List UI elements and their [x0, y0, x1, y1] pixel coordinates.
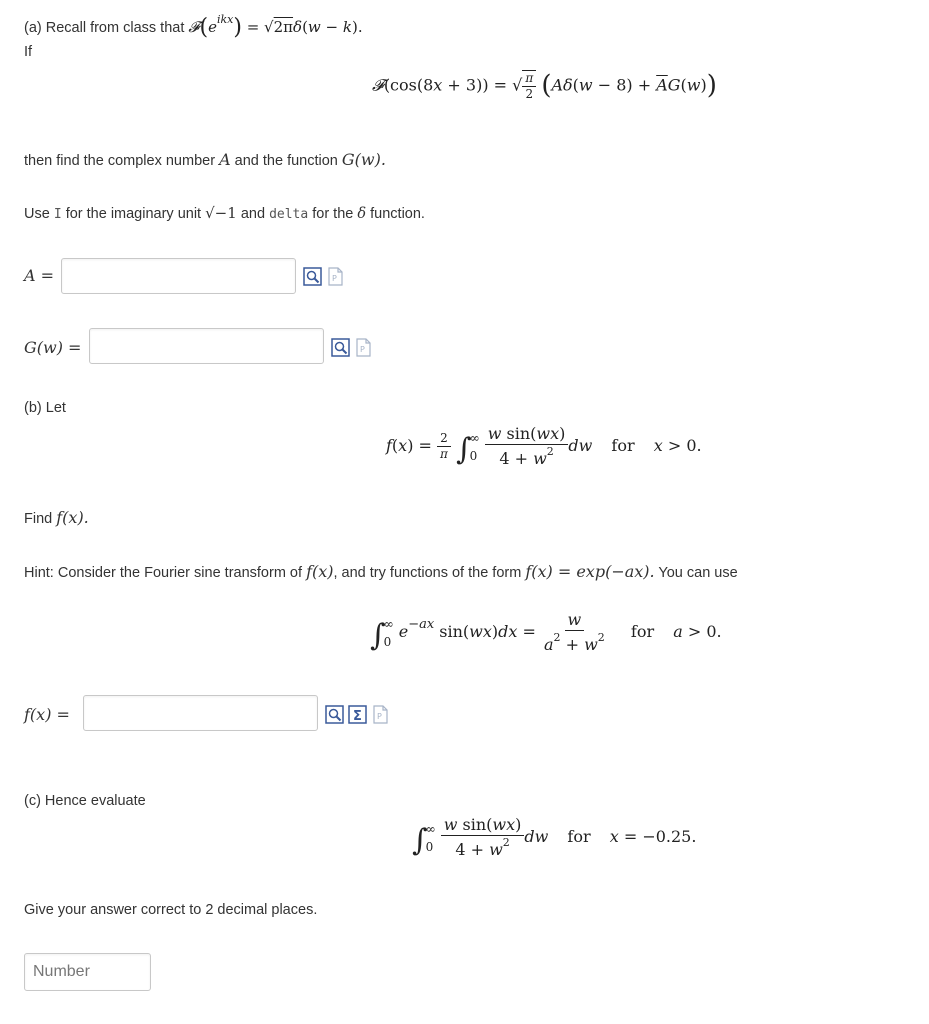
use-I: I: [53, 207, 62, 222]
A-input[interactable]: [61, 258, 296, 294]
f-input[interactable]: [83, 695, 318, 731]
A-icons: [303, 267, 345, 286]
use-line: [24, 204, 425, 222]
svg-text:P: P: [360, 345, 365, 354]
hint-line: [24, 562, 738, 581]
f-label: f(x) =: [24, 705, 70, 724]
hint-mid: , and try functions of the form: [333, 565, 522, 581]
then-G: G(w).: [341, 150, 386, 169]
hint-suffix: You can use: [658, 565, 738, 581]
find-label: Find: [24, 511, 53, 527]
evaluate-formula: ∫ ∞ 0 $\frac{\text{w sin(wx)}}{4 + w^2}$ dw for x = −0.25.: [412, 815, 697, 859]
then-A: A: [219, 150, 231, 169]
file-icon[interactable]: [326, 267, 345, 286]
number-input[interactable]: [24, 953, 151, 991]
recall-formula: $𝓕(e^{ikx}) = √2\pi\delta(w - k)$.: [188, 13, 363, 40]
hint-integral: ∫ ∞ 0 $e^{-ax}$ sin(wx)dx = $\frac{w}{a^2 + w^2}$ for a > 0.: [370, 610, 722, 654]
then-mid: and the function: [234, 153, 338, 169]
use-sqrt: √−1: [205, 204, 237, 222]
then-text: then find the complex number: [24, 153, 216, 169]
use-delta: delta: [269, 207, 309, 222]
use-and: and: [240, 206, 266, 222]
svg-text:P: P: [332, 274, 337, 283]
part-a-recall-line: [24, 8, 363, 40]
G-label: G(w) =: [24, 338, 82, 357]
then-line: [24, 150, 386, 169]
f-icons: [325, 705, 390, 724]
hint-form: f(x) = exp(−ax).: [525, 562, 655, 581]
if-label: If: [24, 44, 33, 60]
part-c-label: (c) Hence evaluate: [24, 793, 146, 809]
hint-fx: f(x): [306, 562, 334, 581]
part-b-label: (b) Let: [24, 400, 66, 416]
preview-icon[interactable]: [331, 338, 350, 357]
find-expr: f(x).: [56, 508, 89, 527]
preview-icon[interactable]: [303, 267, 322, 286]
A-label: A =: [24, 266, 55, 285]
svg-text:Σ: Σ: [353, 709, 362, 724]
part-a-recall-text: (a) Recall from class that: [24, 20, 185, 36]
given-formula: 𝓕(cos(8x + 3)) = √ $\frac{\pi}{2}$ $(A\delta(w - 8) + \overline{A}G(w))$: [372, 70, 717, 101]
svg-text:P: P: [377, 712, 382, 721]
instruction-text: Give your answer correct to 2 decimal places.: [24, 902, 318, 918]
use-mid: for the imaginary unit: [65, 206, 202, 222]
G-icons: [331, 338, 373, 357]
G-input[interactable]: [89, 328, 324, 364]
preview-icon[interactable]: [325, 705, 344, 724]
use-delta-symbol: δ: [357, 206, 367, 222]
file-icon[interactable]: [354, 338, 373, 357]
definition-formula: f(x) = $\frac{2}{\pi}$ ∫ ∞ 0 $\frac{\text{w sin(wx)}}{4 + w^2}$ dw for x > 0.: [386, 424, 702, 468]
hint-prefix: Hint: Consider the Fourier sine transform of: [24, 565, 303, 581]
use-end: function.: [370, 206, 425, 222]
find-line: [24, 508, 89, 527]
sigma-icon[interactable]: [348, 705, 367, 724]
use-prefix: Use: [24, 206, 50, 222]
use-for: for the: [312, 206, 354, 222]
file-icon[interactable]: [371, 705, 390, 724]
